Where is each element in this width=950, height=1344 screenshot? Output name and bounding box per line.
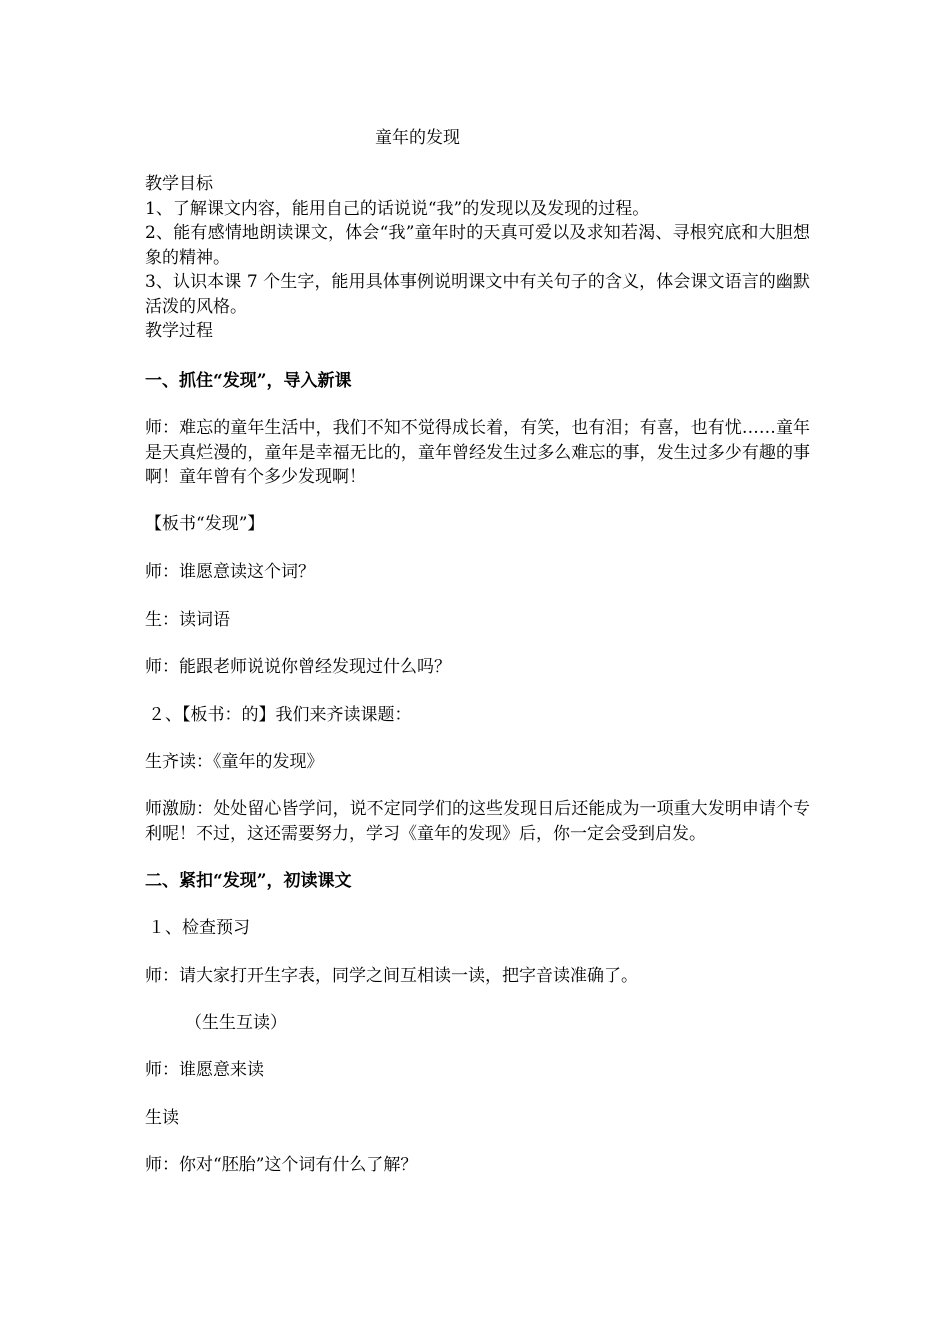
paragraph-who-reads: 师：谁愿意来读 xyxy=(145,1060,264,1080)
section1-heading: 一、抓住“发现”，导入新课 xyxy=(145,371,352,391)
paragraph-check-preview: １、检查预习 xyxy=(148,918,250,938)
paragraph-read-title: 生齐读：《童年的发现》 xyxy=(145,752,324,772)
goal-item-2: 2、能有感情地朗读课文，体会“我”童年时的天真可爱以及求知若渴、寻根究底和大胆想象的精神。 xyxy=(145,223,810,268)
paragraph-teacher-ask-discovery: 师：能跟老师说说你曾经发现过什么吗？ xyxy=(145,657,451,677)
paragraph-student-read: 生：读词语 xyxy=(145,610,230,630)
paragraph-embryo-question: 师：你对“胚胎”这个词有什么了解？ xyxy=(145,1155,418,1175)
goals-heading: 教学目标 xyxy=(145,174,213,194)
process-heading: 教学过程 xyxy=(145,321,213,341)
section2-heading: 二、紧扣“发现”，初读课文 xyxy=(145,871,352,891)
paragraph-encourage: 师激励：处处留心皆学问，说不定同学们的这些发现日后还能成为一项重大发明申请个专利呢！不过，这还需要努力，学习《童年的发现》后，你一定会受到启发。 xyxy=(145,799,810,844)
goal-item-3: 3、认识本课 7 个生字，能用具体事例说明课文中有关句子的含义，体会课文语言的幽默活泼的风格。 xyxy=(145,272,810,317)
paragraph-peer-read: （生生互读） xyxy=(185,1013,287,1033)
goal-item-1: 1、了解课文内容，能用自己的话说说“我”的发现以及发现的过程。 xyxy=(145,198,650,219)
goals-block xyxy=(145,172,810,344)
paragraph-intro: 师：难忘的童年生活中，我们不知不觉得成长着，有笑，也有泪；有喜，也有忧……童年是天真烂漫的，童年是幸福无比的，童年曾经发生过多么难忘的事，发生过多少有趣的事啊！童年曾有个多少发现啊！ xyxy=(145,418,810,487)
document-title: 童年的发现 xyxy=(375,128,460,148)
paragraph-teacher-ask-read: 师：谁愿意读这个词？ xyxy=(145,562,315,582)
paragraph-board-de: ２、【板书：的】我们来齐读课题： xyxy=(148,705,412,725)
paragraph-student-reads: 生读 xyxy=(145,1108,179,1128)
paragraph-board-faxian: 【板书“发现”】 xyxy=(145,514,265,534)
paragraph-open-table: 师：请大家打开生字表，同学之间互相读一读，把字音读准确了。 xyxy=(145,966,638,986)
